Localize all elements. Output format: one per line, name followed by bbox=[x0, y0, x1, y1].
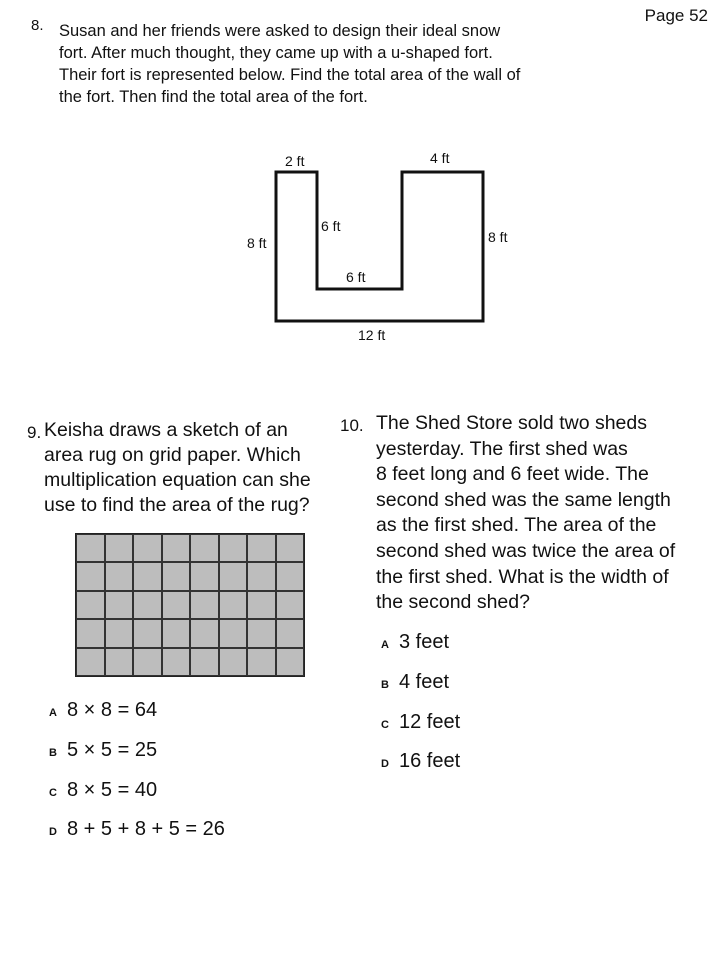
grid-cell bbox=[162, 591, 191, 619]
choice-text: 4 feet bbox=[399, 671, 450, 693]
question-10-choice-a[interactable] bbox=[381, 631, 449, 654]
choice-letter: A bbox=[49, 707, 57, 719]
choice-text: 8 × 8 = 64 bbox=[67, 699, 158, 721]
grid-cell bbox=[247, 648, 276, 676]
grid-cell bbox=[105, 534, 134, 562]
question-9-choice-c[interactable] bbox=[49, 779, 157, 802]
question-8-line: the fort. Then find the total area of the fort. bbox=[59, 88, 368, 106]
choice-letter: A bbox=[381, 639, 389, 651]
grid-cell bbox=[276, 534, 305, 562]
question-8-number: 8. bbox=[31, 17, 44, 34]
choice-text: 12 feet bbox=[399, 711, 461, 733]
page-number: Page 52 bbox=[644, 6, 708, 25]
grid-cell bbox=[190, 534, 219, 562]
choice-text: 8 + 5 + 8 + 5 = 26 bbox=[67, 818, 225, 840]
grid-cell bbox=[133, 562, 162, 590]
grid-cell bbox=[76, 562, 105, 590]
question-9-choice-d[interactable] bbox=[49, 818, 225, 841]
question-9-text bbox=[44, 418, 344, 518]
question-8-line: fort. After much thought, they came up with a u-shaped fort. bbox=[59, 44, 493, 62]
question-10-choice-b[interactable] bbox=[381, 671, 449, 694]
grid-cell bbox=[190, 562, 219, 590]
question-9-line: area rug on grid paper. Which bbox=[44, 444, 301, 466]
choice-letter: C bbox=[381, 719, 389, 731]
question-9-choice-b[interactable] bbox=[49, 739, 157, 762]
grid-cell bbox=[133, 619, 162, 647]
question-8-line: Susan and her friends were asked to design their ideal snow bbox=[59, 22, 501, 40]
question-10-line: second shed was the same length bbox=[376, 488, 671, 511]
grid-cell bbox=[105, 562, 134, 590]
grid-cell bbox=[105, 591, 134, 619]
grid-cell bbox=[276, 648, 305, 676]
grid-cell bbox=[247, 619, 276, 647]
grid-cell bbox=[105, 619, 134, 647]
fort-label-top-right: 4 ft bbox=[430, 150, 450, 166]
grid-cell bbox=[219, 648, 248, 676]
question-9-line: multiplication equation can she bbox=[44, 469, 311, 491]
fort-label-right: 8 ft bbox=[488, 229, 508, 245]
choice-text: 3 feet bbox=[399, 631, 450, 653]
grid-cell bbox=[219, 534, 248, 562]
fort-label-inner-width: 6 ft bbox=[346, 269, 366, 285]
grid-cell bbox=[190, 619, 219, 647]
question-10-line: the second shed? bbox=[376, 591, 530, 614]
choice-letter: B bbox=[49, 747, 57, 759]
grid-cell bbox=[219, 591, 248, 619]
grid-cell bbox=[76, 534, 105, 562]
fort-label-inner-height: 6 ft bbox=[321, 218, 341, 234]
question-8-line: Their fort is represented below. Find the total area of the wall of bbox=[59, 66, 521, 84]
snow-fort-diagram bbox=[0, 0, 720, 400]
choice-letter: C bbox=[49, 787, 57, 799]
question-10-number: 10. bbox=[340, 416, 364, 435]
question-9-line: Keisha draws a sketch of an bbox=[44, 419, 288, 441]
grid-cell bbox=[247, 534, 276, 562]
grid-cell bbox=[247, 591, 276, 619]
fort-label-top-left: 2 ft bbox=[285, 153, 305, 169]
grid-cell bbox=[133, 534, 162, 562]
grid-cell bbox=[76, 619, 105, 647]
question-10-line: 8 feet long and 6 feet wide. The bbox=[376, 463, 649, 486]
grid-cell bbox=[76, 648, 105, 676]
choice-text: 8 × 5 = 40 bbox=[67, 779, 158, 801]
choice-text: 16 feet bbox=[399, 750, 461, 772]
question-9-line: use to find the area of the rug? bbox=[44, 494, 310, 516]
question-9-choice-a[interactable] bbox=[49, 699, 157, 722]
choice-letter: B bbox=[381, 679, 389, 691]
question-9-number: 9. bbox=[27, 423, 42, 442]
grid-cell bbox=[162, 562, 191, 590]
grid-cell bbox=[190, 648, 219, 676]
fort-outline bbox=[276, 172, 483, 321]
grid-cell bbox=[133, 648, 162, 676]
grid-cell bbox=[76, 591, 105, 619]
grid-cell bbox=[162, 534, 191, 562]
grid-cell bbox=[276, 591, 305, 619]
question-10-line: the first shed. What is the width of bbox=[376, 565, 669, 588]
question-10-line: second shed was twice the area of bbox=[376, 539, 676, 562]
grid-cell bbox=[105, 648, 134, 676]
question-10-choice-c[interactable] bbox=[381, 711, 460, 734]
fort-label-bottom: 12 ft bbox=[358, 327, 386, 343]
choice-letter: D bbox=[49, 826, 57, 838]
grid-cell bbox=[276, 562, 305, 590]
question-10-line: as the first shed. The area of the bbox=[376, 514, 657, 537]
grid-cell bbox=[162, 619, 191, 647]
choice-text: 5 × 5 = 25 bbox=[67, 739, 158, 761]
question-10-line: The Shed Store sold two sheds bbox=[376, 412, 647, 434]
question-10-choice-d[interactable] bbox=[381, 750, 460, 773]
grid-cell bbox=[276, 619, 305, 647]
grid-cell bbox=[219, 619, 248, 647]
rug-grid bbox=[75, 533, 305, 677]
grid-cell bbox=[247, 562, 276, 590]
grid-cell bbox=[190, 591, 219, 619]
grid-cell bbox=[219, 562, 248, 590]
question-10-line: yesterday. The first shed was bbox=[376, 437, 628, 460]
question-10-text bbox=[376, 411, 716, 616]
grid-cell bbox=[133, 591, 162, 619]
choice-letter: D bbox=[381, 758, 389, 770]
grid-cell bbox=[162, 648, 191, 676]
fort-label-left: 8 ft bbox=[247, 235, 267, 251]
